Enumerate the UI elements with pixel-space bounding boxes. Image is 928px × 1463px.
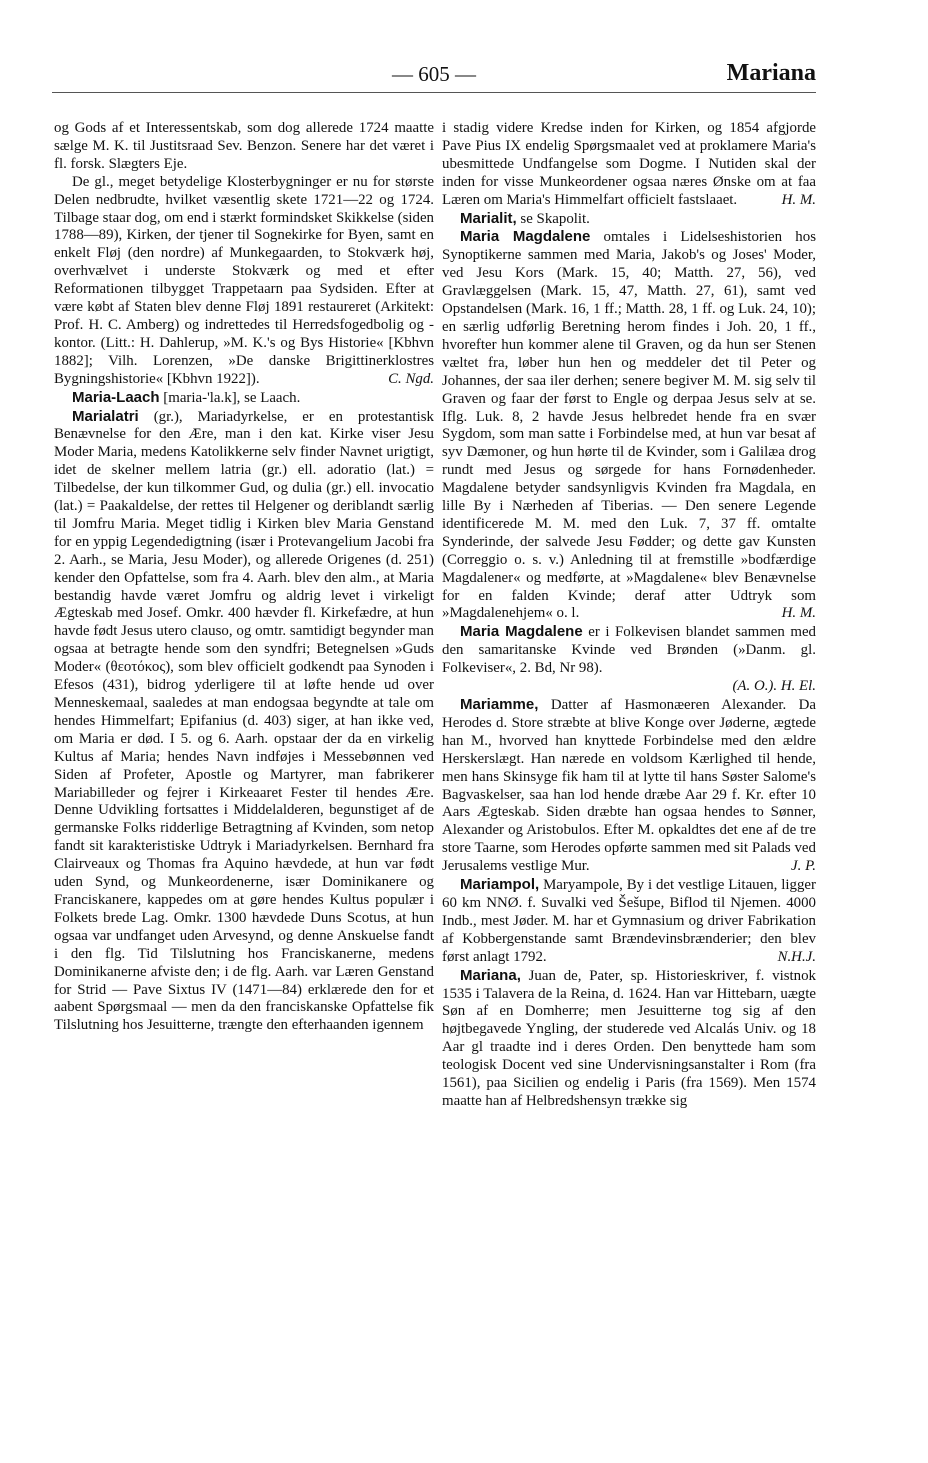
entry-text: Datter af Hasmonæeren Alexander. Da Herodes d. Store stræbte at blive Konge over Jøderne, ægtede han M., hvorved han knyttede Forbindelse med den ældre Herskerslægt. Han nærede en voldsom Kærlighed til hende, men hans Skinsyge fik ham til at lytte til hans Søster Salome's Bagvaskelser, saa han lod hende dræbe Aar 29 f. Kr. efter 10 Aars Ægteskab. Siden dræbte han ogsaa hendes to Sønner, Alexander og Aristobulos. Efter M. opkaldtes det ene af de tre store Taarne, som Herodes opførte sammen med sit Palads ved Jerusalems vestlige Mur. <box>442 697 816 875</box>
right-column <box>442 120 816 1111</box>
entry-continuation: og Gods af et Interessentskab, som dog allerede 1724 maatte sælge M. K. til Justitsraad Sev. Benzon. Senere har det været i fl. forsk. Slægters Eje. <box>54 120 434 172</box>
headword: Mariamme, <box>460 696 539 713</box>
headword: Mariampol, <box>460 876 540 894</box>
entry-text: se Skapolit. <box>520 210 590 227</box>
author-signature: J. P. <box>791 858 816 875</box>
author-signature: H. M. <box>781 191 816 208</box>
headword: Marialit, <box>460 209 517 227</box>
entry-text: Juan de, Pater, sp. Historieskriver, f. vistnok 1535 i Talavera de la Reina, d. 1624. Han var Hittebarn, uægte Søn af en Domherre; men Jesuitterne tog sig af den højtbegavede Yngling, der studerede ved Alcalás Univ. og 18 Aar gl traadte ind i deres Orden. Den benyttede ham som teologisk Docent ved sine Undervisningsanstalter i Rom (fra 1561), paa Sicilien og endelig i Paris (fra 1569). Men 1574 maatte han af Helbredshensyn trække sig <box>442 967 816 1109</box>
entry-text: Maryampole, By i det vestlige Litauen, ligger 60 km NNØ. f. Suvalki ved Šešupe, Biflod til Njemen. 4000 Indb., mest Jøder. M. har et Gymnasium og driver Fabrikation af Kobbergenstande samt Brændevinsbrænderier; den blev først anlagt 1792. <box>442 877 816 965</box>
entry-marialatri <box>54 408 434 1036</box>
author-signature: (A. O.). H. El. <box>732 678 816 695</box>
entry-text: er i Folkevisen blandet sammen med den samaritanske Kvinde ved Brønden (»Danm. gl. Folkeviser«, 2. Bd, Nr 98). <box>442 624 816 677</box>
paragraph-text: De gl., meget betydelige Klosterbygninger er nu for største Delen nedbrudte, hvilket væsentlig skete 1721—22 og 1724. Tilbage staar dog, om end i stærkt formindsket Skikkelse (siden 1788—89), Kirken, der tjener til Sognekirke for Byen, samt en enkelt Fløj (den nordre) af Munkegaarden, to Stokværk høj, overhvælvet i underste Stokværk og med et efter Reformationen tilbygget Trappetaarn paa Sydsiden. Efter at være købt af Staten blev denne Fløj 1891 restaureret (Arkitekt: Prof. H. C. Amberg) og indrettedes til Herredsfogedbolig og -kontor. (Litt.: H. Dahlerup, »M. K.'s og Bys Historie« [Kbhvn 1882]; Vilh. Lorenzen, »De danske Brigittinerklostres Bygningshistorie« [Kbhvn 1922]). <box>54 173 434 387</box>
header-rule <box>52 92 816 93</box>
entry-paragraph <box>54 174 434 389</box>
author-signature: C. Ngd. <box>388 370 434 387</box>
entry-text: [maria-'la.k], se Laach. <box>163 389 301 406</box>
author-signature: H. M. <box>781 605 816 622</box>
entry-text: omtales i Lidelseshistorien hos Synoptikerne sammen med Maria, Jakob's og Joses' Moder, ved Jesu Kors (Mark. 15, 40; Matth. 27, 56), ved Gravlæggelsen (Mark. 15, 47, Matth. 27, 61), samt ved Opstandelsen (Mark. 16, 1 ff.; Matth. 28, 1 ff. og Luk. 24, 10); en særlig udførlig Beretning herom findes i Joh. 20, 1 ff., hvorefter hun kommer alene til Graven, og da hun ser Stenen væltet fra, løber hun hen og meddeler det til Peter og Johannes, der saa iler derhen; senere begiver M. M. sig selv til Graven og faar der først to Engle og derpaa Jesus selv at se. Iflg. Luk. 8, 2 havde Jesus helbredet hende fra en svær Sygdom, som man satte i Forbindelse med, at hun var besat af syv Dæmoner, og hun hørte til de Kvinder, som i Galilæa drog rundt med Jesus og sørgede for hans Fornødenheder. Magdalene betyder sandsynligvis Kvinden fra Magdala, en lille By i Nærheden af Tiberias. — Den senere Legende identificerede M. M. med den Luk. 7, 37 ff. omtalte Synderinde, der salvede Jesu Fødder; og dette gav Kunsten (Correggio o. s. v.) Anledning til at fremstille »bodfærdige Magdalener« og medførte, at »Magdalene« blev Benævnelse for en falden Kvinde; deraf atter Udtryk som »Magdalenehjem« o. l. <box>442 229 816 622</box>
running-head: Mariana <box>726 60 816 86</box>
entry-mariampol <box>442 876 816 967</box>
entry-marialit <box>442 210 816 229</box>
page-header <box>52 62 816 92</box>
headword: Maria-Laach <box>72 388 160 406</box>
page-number: — 605 — <box>392 62 476 86</box>
entry-mariamme <box>442 696 816 876</box>
author-signature: N.H.J. <box>777 948 816 965</box>
left-column <box>54 120 434 1035</box>
headword: Mariana, <box>460 966 521 984</box>
entry-continuation <box>442 120 816 210</box>
entry-mariana <box>442 967 816 1111</box>
paragraph-text: i stadig videre Kredse inden for Kirken, og 1854 afgjorde Pave Pius IX endelig Spørgsmaalet ved at proklamere Maria's ubesmittede Undfangelse som Dogme. I Nutiden skal der inden for visse Munkeordener ogsaa næres Ønske om at faa Læren om Maria's Himmelfart officielt fastslaaet. <box>442 120 816 208</box>
headword: Maria Magdalene <box>460 228 591 246</box>
entry-maria-magdalene-folkevise <box>442 623 816 678</box>
headword: Maria Magdalene <box>460 623 583 641</box>
entry-maria-laach <box>54 389 434 408</box>
headword: Marialatri <box>72 407 139 425</box>
entry-maria-magdalene <box>442 228 816 623</box>
entry-text: (gr.), Mariadyrkelse, er en protestantisk Benævnelse for den Ære, man i den kat. Kirke viser Jesu Moder Maria, medens Katolikkerne selv finder Navnet urigtigt, idet de skelner mellem latria (gr.) ell. adoratio (lat.) = Tilbedelse, der kun tilkommer Gud, og dulia (gr.) ell. invocatio (lat.) = Paakaldelse, der rettes til Helgener og deriblandt særlig til Jomfru Maria. Meget tidlig i Kirken blev Maria Genstand for en yppig Legendedigtning (især i Protevangelium Jacobi fra 2. Aarh., se Maria, Jesu Moder), og allerede Origenes (d. 251) kender den Opfattelse, som fra 4. Aarh. blev den alm., at Maria bestandig havde været Jomfru og aldrig levet i virkeligt Ægteskab med Josef. Omkr. 400 hævder fl. Kirkefædre, at hun havde født Jesus utero clauso, og omtr. samtidigt begynder man ogsaa at betragte hende som den syndfri; Betegnelsen »Guds Moder« (θεοτόκος), som blev officielt godkendt paa Synoden i Efesos (431), bidrog yderligere til at løfte hende ud over Menneskemaal, saaledes at man endogsaa begyndte at tale om hendes Himmelfart; Epifanius (d. 403) siger, at han ikke ved, om Maria er død. I 5. og 6. Aarh. opstaar der da en virkelig Kultus af Maria; hendes Navn indføjes i Messebønnen ved Siden af Profeter, Apostle og Martyrer, man fabrikerer Mariabilleder og fejrer i Kirkeaaret Fester til hendes Ære. Denne Udvikling fortsattes i Middelalderen, begunstiget af de germanske Folks ridderlige Betragtning af Kvinden, som netop fandt sit karakteristiske Udtryk i Mariadyrkelsen. Bernhard fra Clairveaux og Thomas fra Aquino hævdede, at hun var født uden Synd, og Munkeordenerne, især Dominikanere og Franciskanere, kappedes om at gøre hendes Kultus populær i Folkets brede Lag. Omkr. 1300 hævdede Duns Scotus, at hun ogsaa var undfanget uden Arvesynd, og denne Anskuelse fandt i den flg. Tid Tilslutning hos Franciskanerne, medens Dominikanerne afviste den; i de flg. Aarh. var Læren Genstand for Strid — Pave Sixtus IV (1471—84) erklærede den for et aabent Spørgsmaal — men da den franciskanske Opfattelse fik Tilslutning hos Jesuitterne, trængte den efterhaanden igennem <box>54 408 434 1034</box>
